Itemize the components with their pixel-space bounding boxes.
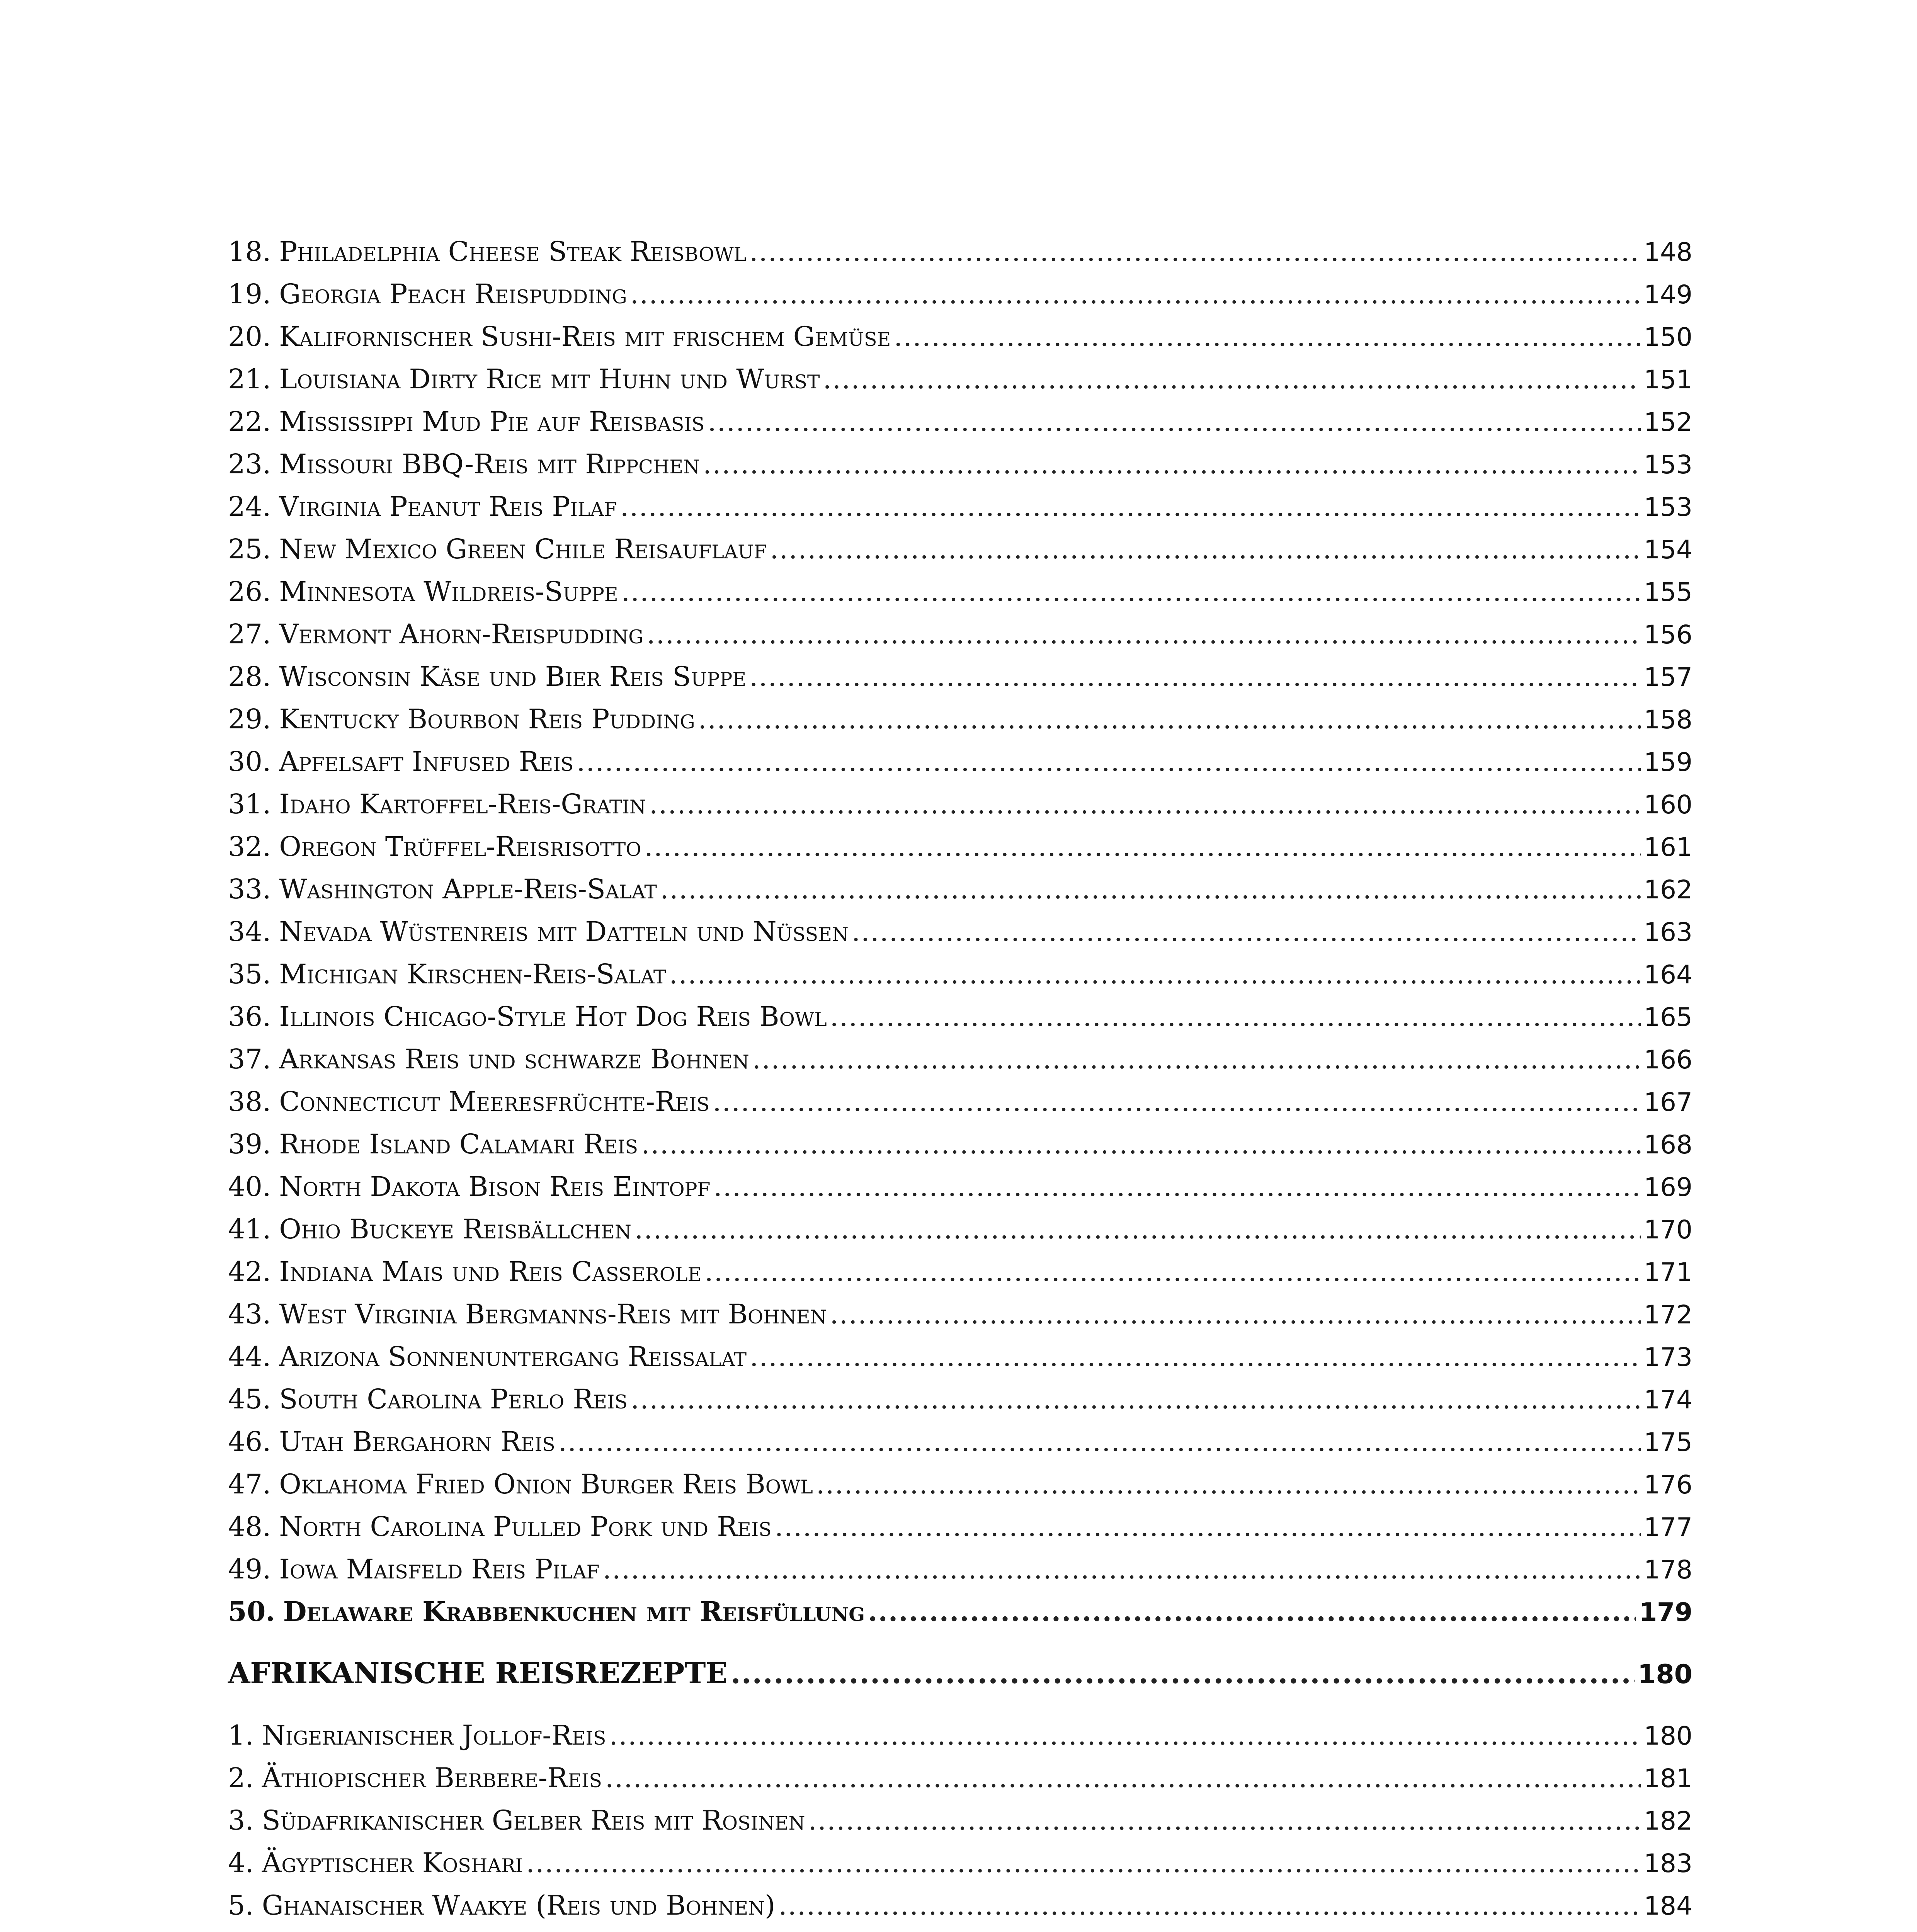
toc-entry-title: Utah Bergahorn Reis [279,1426,555,1458]
dot-leader [816,1463,1641,1505]
toc-entry-title: Kentucky Bourbon Reis Pudding [279,703,695,735]
toc-entry-page-number: 156 [1644,620,1692,650]
toc-entry-number: 45. [228,1383,271,1415]
toc-entry-title: Washington Apple-Reis-Salat [279,873,657,905]
toc-entry-page-number: 168 [1644,1130,1692,1160]
toc-entry-title: Vermont Ahorn-Reispudding [279,618,644,650]
toc-entry[interactable] [228,400,1692,443]
toc-entry-page-number: 159 [1644,747,1692,777]
toc-block-american [228,230,1692,1633]
toc-entry-title: Virginia Peanut Reis Pilaf [279,491,617,522]
toc-entry[interactable] [228,910,1692,953]
dot-leader [698,698,1641,740]
toc-entry-page-number: 158 [1644,705,1692,735]
toc-entry-title: Indiana Mais und Reis Casserole [279,1256,702,1287]
toc-entry-title [262,1927,815,1932]
toc-entry-number: 5. [228,1889,254,1921]
toc-entry-page-number: 169 [1644,1172,1692,1202]
toc-entry[interactable] [228,315,1692,358]
toc-entry[interactable] [228,825,1692,868]
dot-leader [750,1335,1641,1378]
toc-entry-title: North Carolina Pulled Pork und Reis [279,1511,772,1543]
dot-leader [669,953,1641,995]
toc-entry[interactable] [228,1548,1692,1590]
toc-entry-number: 37. [228,1043,271,1075]
toc-entry[interactable] [228,1799,1692,1842]
toc-entry[interactable] [228,613,1692,655]
toc-entry-number: 40. [228,1171,271,1202]
toc-entry-page-number: 153 [1644,492,1692,522]
toc-entry-title: Südafrikanischer Gelber Reis mit Rosinen [262,1804,805,1836]
toc-entry-page-number: 163 [1644,917,1692,947]
toc-entry-number: 24. [228,491,271,522]
toc-entry-number: 20. [228,321,271,352]
toc-entry-page-number: 149 [1644,280,1692,310]
toc-entry-number: 36. [228,1001,271,1032]
toc-entry-number: 44. [228,1341,271,1372]
dot-leader [621,570,1641,613]
toc-entry-title: Oregon Trüffel-Reisrisotto [279,831,641,862]
dot-leader [603,1548,1641,1590]
toc-entry-page-number: 166 [1644,1045,1692,1075]
toc-entry[interactable] [228,1208,1692,1250]
toc-entry-title: West Virginia Bergmanns-Reis mit Bohnen [279,1298,827,1330]
toc-entry-page-number: 153 [1644,450,1692,480]
toc-entry[interactable] [228,1378,1692,1420]
toc-entry[interactable] [228,740,1692,783]
dot-leader [823,358,1641,400]
toc-entry-number: 32. [228,831,271,862]
toc-entry-page-number: 157 [1644,662,1692,692]
dot-leader [894,315,1641,358]
dot-leader [713,1080,1641,1123]
toc-entry-number: 47. [228,1468,271,1500]
toc-entry-title: Arkansas Reis und schwarze Bohnen [279,1043,749,1075]
toc-entry-number: 48. [228,1511,271,1543]
dot-leader [634,1208,1641,1250]
toc-entry-number: 46. [228,1426,271,1458]
toc-entry-number: 18. [228,236,271,267]
dot-leader [749,655,1641,698]
toc-entry[interactable] [228,1757,1692,1799]
toc-entry[interactable] [228,1842,1692,1884]
table-of-contents [228,230,1692,1932]
dot-leader [605,1757,1641,1799]
toc-entry-number: 39. [228,1128,271,1160]
toc-entry-number: 50. [228,1595,275,1628]
toc-entry-page-number: 167 [1644,1087,1692,1117]
dot-leader [731,1652,1635,1695]
toc-entry-page-number: 148 [1644,237,1692,267]
dot-leader [620,485,1641,528]
toc-entry-page-number: 173 [1644,1342,1692,1372]
dot-leader [630,273,1641,315]
dot-leader [631,1378,1641,1420]
toc-entry[interactable] [228,655,1692,698]
toc-entry[interactable] [228,1165,1692,1208]
toc-entry-title: Oklahoma Fried Onion Burger Reis Bowl [279,1468,813,1500]
toc-entry-number: 21. [228,363,271,395]
dot-leader [852,910,1641,953]
toc-entry-page-number: 182 [1644,1806,1692,1836]
toc-entry[interactable] [228,995,1692,1038]
toc-entry[interactable] [228,1590,1692,1633]
toc-entry-number: 2. [228,1762,254,1794]
toc-entry[interactable] [228,443,1692,485]
toc-entry-number: 28. [228,661,271,692]
toc-entry-title: Delaware Krabbenkuchen mit Reisfüllung [283,1595,865,1628]
toc-entry-page-number [1644,1927,1692,1932]
toc-entry-title: New Mexico Green Chile Reisauflauf [279,533,767,565]
toc-entry-title: Minnesota Wildreis-Suppe [279,576,618,607]
toc-entry-number: 38. [228,1086,271,1117]
toc-entry-number: 26. [228,576,271,607]
dot-leader [749,230,1641,273]
toc-entry-number: 1. [228,1719,254,1751]
toc-entry-number: 4. [228,1847,254,1879]
toc-block-african [228,1714,1692,1932]
toc-entry[interactable] [228,1335,1692,1378]
toc-entry-page-number: 170 [1644,1215,1692,1245]
toc-entry[interactable] [228,1420,1692,1463]
toc-entry[interactable] [228,528,1692,570]
toc-entry-number: 33. [228,873,271,905]
toc-entry[interactable] [228,1123,1692,1165]
toc-entry-title: Rhode Island Calamari Reis [279,1128,638,1160]
toc-entry-page-number: 177 [1644,1512,1692,1542]
toc-entry-page-number: 172 [1644,1300,1692,1330]
toc-entry-page-number: 160 [1644,790,1692,820]
toc-entry-page-number: 154 [1644,535,1692,565]
toc-entry[interactable] [228,1463,1692,1505]
toc-entry-page-number: 180 [1644,1721,1692,1751]
toc-entry-title: Mississippi Mud Pie auf Reisbasis [279,406,705,437]
toc-entry[interactable] [228,358,1692,400]
toc-entry-page-number: 183 [1644,1849,1692,1878]
toc-entry-title: South Carolina Perlo Reis [279,1383,628,1415]
toc-entry-number: 27. [228,618,271,650]
toc-entry-title: Ägyptischer Koshari [262,1847,523,1879]
toc-entry[interactable] [228,485,1692,528]
toc-entry-page-number: 161 [1644,832,1692,862]
toc-entry[interactable] [228,1250,1692,1293]
toc-entry-number: 19. [228,278,271,310]
toc-entry[interactable] [228,868,1692,910]
toc-entry-title: Illinois Chicago-Style Hot Dog Reis Bowl [279,1001,827,1032]
toc-entry-number [228,1927,254,1932]
toc-entry[interactable] [228,698,1692,740]
toc-entry-number: 34. [228,916,271,947]
section-page-number: 180 [1638,1659,1692,1690]
dot-leader [818,1927,1641,1932]
toc-entry-page-number: 175 [1644,1427,1692,1457]
toc-entry-page-number: 162 [1644,875,1692,905]
toc-entry-title: Connecticut Meeresfrüchte-Reis [279,1086,710,1117]
dot-leader [770,528,1641,570]
dot-leader [778,1884,1641,1927]
toc-entry-page-number: 179 [1639,1597,1692,1627]
toc-entry-title: Nevada Wüstenreis mit Datteln und Nüssen [279,916,849,947]
toc-entry-page-number: 165 [1644,1002,1692,1032]
toc-entry[interactable] [228,1038,1692,1080]
toc-entry-page-number: 181 [1644,1764,1692,1793]
toc-entry-number: 42. [228,1256,271,1287]
toc-entry-title: Michigan Kirschen-Reis-Salat [279,958,666,990]
toc-entry-title: Louisiana Dirty Rice mit Huhn und Wurst [279,363,820,395]
toc-entry[interactable] [228,230,1692,273]
toc-entry-page-number: 184 [1644,1891,1692,1921]
toc-entry-number: 35. [228,958,271,990]
dot-leader [526,1842,1641,1884]
toc-entry-title: Missouri BBQ-Reis mit Rippchen [279,448,700,480]
toc-entry-page-number: 151 [1644,365,1692,395]
toc-entry-number: 29. [228,703,271,735]
toc-entry[interactable] [228,1884,1692,1927]
dot-leader [649,783,1641,825]
toc-entry-page-number: 174 [1644,1385,1692,1415]
dot-leader [558,1420,1641,1463]
dot-leader [752,1038,1641,1080]
toc-entry-title: Äthiopischer Berbere-Reis [262,1762,602,1794]
toc-entry-title: Idaho Kartoffel-Reis-Gratin [279,788,646,820]
dot-leader [868,1590,1636,1633]
toc-entry-title: Iowa Maisfeld Reis Pilaf [279,1553,600,1585]
toc-entry-title: Ghanaischer Waakye (Reis und Bohnen) [262,1889,776,1921]
toc-entry-title: Ohio Buckeye Reisbällchen [279,1213,631,1245]
dot-leader [830,1293,1641,1335]
toc-entry[interactable] [228,1505,1692,1548]
toc-entry-number: 23. [228,448,271,480]
dot-leader [645,825,1641,868]
toc-entry-number: 22. [228,406,271,437]
dot-leader [703,443,1641,485]
dot-leader [775,1505,1641,1548]
toc-entry[interactable] [228,273,1692,315]
section-title: AFRIKANISCHE REISREZEPTE [228,1657,728,1690]
dot-leader [830,995,1641,1038]
toc-entry-title: Nigerianischer Jollof-Reis [262,1719,606,1751]
toc-entry-page-number: 171 [1644,1257,1692,1287]
dot-leader [641,1123,1641,1165]
toc-entry-title: North Dakota Bison Reis Eintopf [279,1171,711,1202]
dot-leader [646,613,1641,655]
toc-entry-page-number: 152 [1644,407,1692,437]
toc-entry-page-number: 178 [1644,1555,1692,1585]
toc-entry-page-number: 164 [1644,960,1692,990]
toc-entry[interactable] [228,1927,1692,1932]
toc-entry-number: 3. [228,1804,254,1836]
toc-entry-title: Georgia Peach Reispudding [279,278,627,310]
toc-entry-page-number: 150 [1644,322,1692,352]
toc-entry-title: Arizona Sonnenuntergang Reissalat [279,1341,747,1372]
toc-entry-title: Apfelsaft Infused Reis [279,746,574,777]
toc-entry-title: Philadelphia Cheese Steak Reisbowl [279,236,747,267]
dot-leader [714,1165,1641,1208]
toc-entry-number: 49. [228,1553,271,1585]
toc-entry[interactable] [228,1080,1692,1123]
dot-leader [704,1250,1641,1293]
toc-entry[interactable] [228,953,1692,995]
toc-entry-page-number: 176 [1644,1470,1692,1500]
toc-entry-title: Wisconsin Käse und Bier Reis Suppe [279,661,747,692]
toc-entry[interactable] [228,1714,1692,1757]
toc-entry[interactable] [228,570,1692,613]
toc-entry-title: Kalifornischer Sushi-Reis mit frischem Gemüse [279,321,891,352]
toc-entry-number: 41. [228,1213,271,1245]
toc-entry[interactable] [228,783,1692,825]
toc-entry-number: 25. [228,533,271,565]
dot-leader [577,740,1641,783]
toc-entry-number: 43. [228,1298,271,1330]
toc-entry[interactable] [228,1293,1692,1335]
dot-leader [808,1799,1641,1842]
toc-section-heading[interactable] [228,1652,1692,1695]
dot-leader [708,400,1641,443]
dot-leader [609,1714,1641,1757]
toc-entry-page-number: 155 [1644,577,1692,607]
toc-entry-number: 30. [228,746,271,777]
toc-entry-number: 31. [228,788,271,820]
dot-leader [660,868,1641,910]
